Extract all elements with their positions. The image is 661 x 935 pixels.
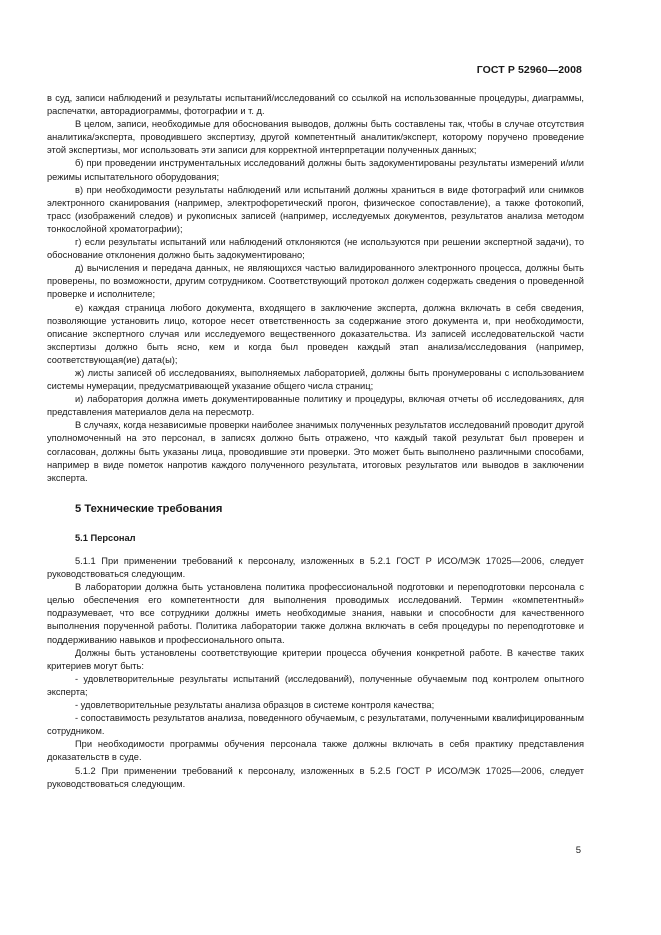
list-item: и) лаборатория должна иметь документированные политику и процедуры, включая отчеты об исследованиях, для представления материалов дела на пересмотр. [47,394,584,418]
paragraph: в суд, записи наблюдений и результаты испытаний/исследований со ссылкой на использованные процедуры, диаграммы, распечатки, авторадиограммы, фотографии и т. д. [47,93,584,117]
clause-paragraph: 5.1.1 При применении требований к персоналу, изложенных в 5.2.1 ГОСТ Р ИСО/МЭК 17025—2006, следует руководствоваться следующим. [47,556,584,580]
document-code-header: ГОСТ Р 52960—2008 [476,64,582,76]
list-item: в) при необходимости результаты наблюдений или испытаний должны храниться в виде фотографий или снимков электронного сканирования (например, электрофоретический прогон, физическое сопоставление), а также фотокопий, трасс (изображений следов) и рукописных записей (например, исследуемых документов, результатов анализа методом тонкослойной хроматографии); [47,184,584,234]
section-heading: 5 Технические требования [75,502,223,515]
list-item: г) если результаты испытаний или наблюдений отклоняются (не используются при решении экспертной задачи), то обоснование отклонения должно быть задокументировано; [47,237,584,261]
page-number: 5 [575,845,581,856]
paragraph: В случаях, когда независимые проверки наиболее значимых полученных результатов исследований проводит другой уполномоченный на это персонал, в записях должно быть отражено, что каждый такой результат был проверен и согласован, должны быть указаны лица, проводившие эти проверки. Это может быть выполнено различными способами, например в виде пометок напротив каждого полученного результата, итоговых результатов или выводов в заключении эксперта. [47,420,584,483]
list-item: - удовлетворительные результаты испытаний (исследований), полученные обучаемым под контролем опытного эксперта; [47,673,584,697]
clause-paragraph: 5.1.2 При применении требований к персоналу, изложенных в 5.2.5 ГОСТ Р ИСО/МЭК 17025—2006, следует руководствоваться следующим. [47,765,584,789]
list-item: е) каждая страница любого документа, входящего в заключение эксперта, должна включать в себя сведения, позволяющие установить лицо, которое несет ответственность за содержание этого документа и, при необходимости, описание экспертного случая или исследуемого вещественного доказательства. Из записей исследовательской части экспертизы должно быть ясно, кем и когда был проведен каждый этап анализа/исследования (например, соответствующая(ие) дата(ы); [47,302,584,365]
paragraph: В лаборатории должна быть установлена политика профессиональной подготовки и переподготовки персонала с целью обеспечения его компетентности для выполнения проводимых исследований. Термин «компетентный» подразумевает, что все сотрудники должны иметь необходимые знания, навыки и способности для качественного выполнения порученной работы. Политика лаборатории также должна включать в себя процедуры по переподготовке и поддерживанию навыков и профессионального опыта. [47,582,584,645]
list-item: - сопоставимость результатов анализа, поведенного обучаемым, с результатами, полученными квалифицированным сотрудником. [47,713,584,737]
paragraph: При необходимости программы обучения персонала также должны включать в себя практику представления доказательств в суде. [47,739,584,763]
list-item: - удовлетворительные результаты анализа образцов в системе контроля качества; [75,700,435,711]
paragraph: Должны быть установлены соответствующие критерии процесса обучения конкретной работе. В качестве таких критериев могут быть: [47,647,584,671]
list-item: д) вычисления и передача данных, не являющихся частью валидированного электронного процесса, должны быть проверены, по возможности, другим сотрудником. Соответствующий протокол должен содержать сведения о проведенной проверке и исполнителе; [47,263,584,300]
list-item: б) при проведении инструментальных исследований должны быть задокументированы результаты измерений и/или режимы испытательного оборудования; [47,158,584,182]
list-item: ж) листы записей об исследованиях, выполняемых лабораторией, должны быть пронумерованы с использованием системы нумерации, предусматривающей указание общего числа страниц; [47,367,584,392]
paragraph: В целом, записи, необходимые для обоснования выводов, должны быть составлены так, чтобы в случае отсутствия аналитика/эксперта, проводившего экспертизу, другой компетентный аналитик/эксперт, которому поручено проведение этой экспертизы, мог использовать эти записи для корректной интерпретации полученных данных; [47,119,584,156]
document-body [47,92,584,791]
subsection-heading: 5.1 Персонал [75,532,136,543]
